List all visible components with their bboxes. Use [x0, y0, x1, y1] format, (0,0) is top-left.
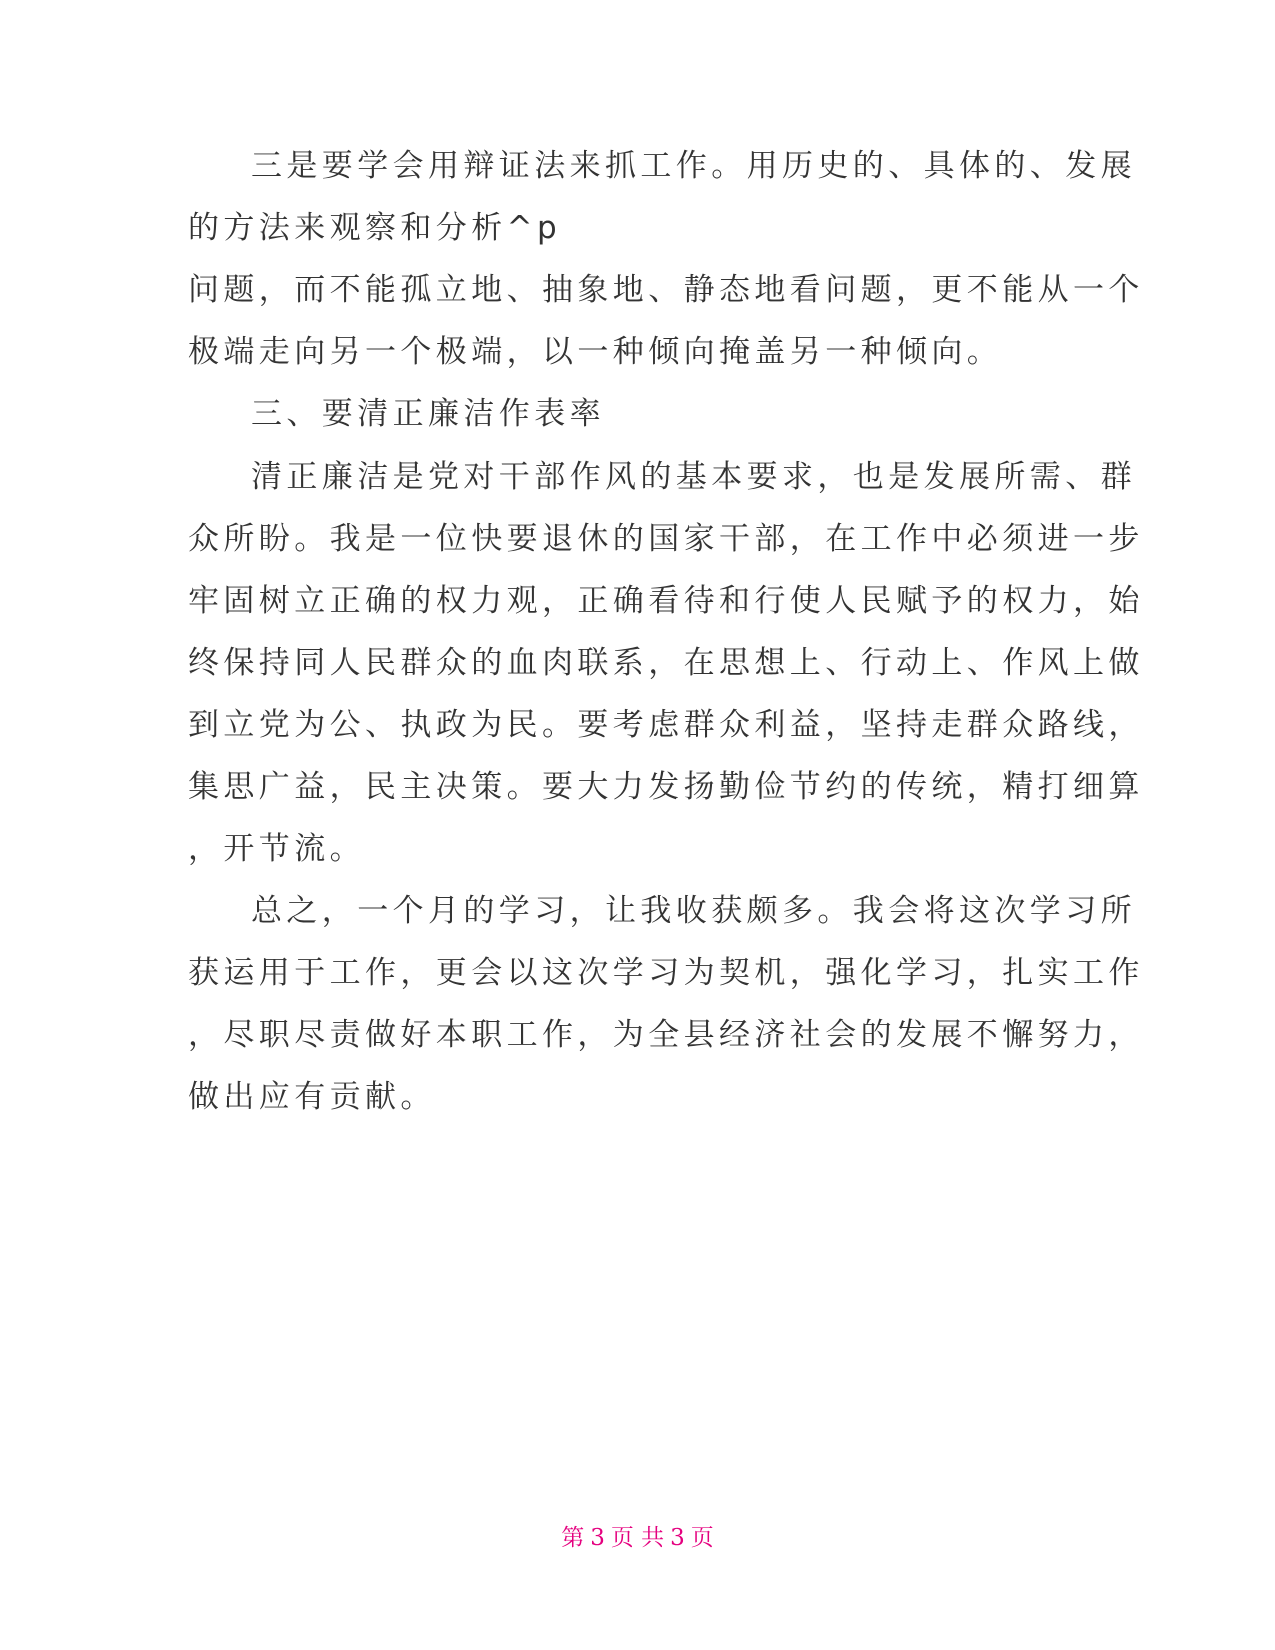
paragraph-line: 众所盼。我是一位快要退休的国家干部，在工作中必须进一步: [188, 521, 1144, 557]
footer-total-pages: 3: [670, 1525, 685, 1551]
paragraph-line: 极端走向另一个极端，以一种倾向掩盖另一种倾向。: [188, 334, 1003, 370]
paragraph-line: 集思广益，民主决策。要大力发扬勤俭节约的传统，精打细算: [188, 769, 1144, 805]
paragraph-line: 做出应有贡献。: [188, 1079, 436, 1115]
paragraph-line: 的方法来观察和分析^p: [188, 210, 562, 246]
paragraph-line: 总之，一个月的学习，让我收获颇多。我会将这次学习所: [251, 893, 1136, 929]
paragraph-line: 清正廉洁是党对干部作风的基本要求，也是发展所需、群: [251, 459, 1136, 495]
section-heading: 三、要清正廉洁作表率: [251, 396, 605, 432]
page-footer: [0, 1523, 1275, 1553]
paragraph-line: 问题，而不能孤立地、抽象地、静态地看问题，更不能从一个: [188, 272, 1144, 308]
footer-page-suffix: 页: [690, 1525, 714, 1551]
paragraph-line: 终保持同人民群众的血肉联系，在思想上、行动上、作风上做: [188, 645, 1144, 681]
paragraph-line: ，尽职尽责做好本职工作，为全县经济社会的发展不懈努力，: [188, 1017, 1144, 1053]
paragraph-line: 到立党为公、执政为民。要考虑群众利益，坚持走群众路线，: [188, 707, 1144, 743]
paragraph-line: ，开节流。: [188, 831, 365, 867]
paragraph-line: 三是要学会用辩证法来抓工作。用历史的、具体的、发展: [251, 148, 1136, 184]
footer-page-number: 3: [590, 1525, 605, 1551]
paragraph-line: 牢固树立正确的权力观，正确看待和行使人民赋予的权力，始: [188, 583, 1144, 619]
footer-page-mid: 页 共: [610, 1525, 665, 1551]
footer-page-prefix: 第: [561, 1525, 585, 1551]
paragraph-line: 获运用于工作，更会以这次学习为契机，强化学习，扎实工作: [188, 955, 1144, 991]
